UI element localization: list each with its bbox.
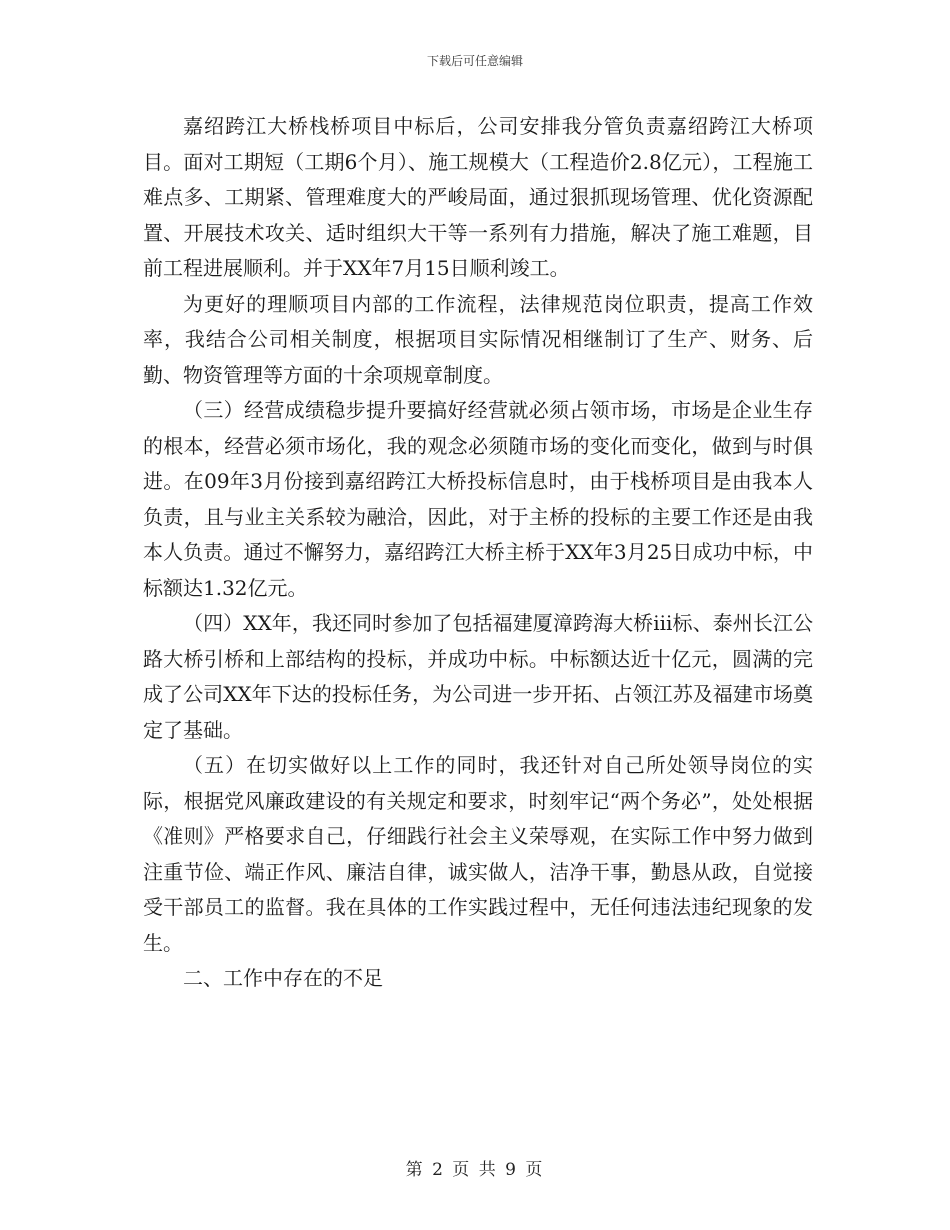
document-body [143,109,813,997]
page-number-footer: 第 2 页 共 9 页 [405,1160,545,1180]
paragraph-integrity: （五）在切实做好以上工作的同时，我还针对自己所处领导岗位的实际，根据党风廉政建设的有关规定和要求，时刻牢记“两个务必”，处处根据《准则》严格要求自己，仔细践行社会主义荣辱观，在实际工作中努力做到注重节俭、端正作风、廉洁自律，诚实做人，洁净干事，勤恳从政，自觉接受干部员工的监督。我在具体的工作实践过程中，无任何违法违纪现象的发生。 [143,753,813,955]
paragraph-bidding-tasks: （四）XX年，我还同时参加了包括福建厦漳跨海大桥iii标、泰州长江公路大桥引桥和上部结构的投标，并成功中标。中标额达近十亿元，圆满的完成了公司XX年下达的投标任务，为公司进一步开拓、占领江苏及福建市场奠定了基础。 [143,611,813,742]
page-header-note: 下载后可任意编辑 [426,54,523,68]
paragraph-business-results: （三）经营成绩稳步提升要搞好经营就必须占领市场，市场是企业生存的根本，经营必须市场化，我的观念必须随市场的变化而变化，做到与时俱进。在09年3月份接到嘉绍跨江大桥投标信息时，由于栈桥项目是由我本人负责，且与业主关系较为融洽，因此，对于主桥的投标的主要工作还是由我本人负责。通过不懈努力，嘉绍跨江大桥主桥于XX年3月25日成功中标，中标额达1.32亿元。 [143,398,813,600]
paragraph-regulations: 为更好的理顺项目内部的工作流程，法律规范岗位职责，提高工作效率，我结合公司相关制度，根据项目实际情况相继制订了生产、财务、后勤、物资管理等方面的十余项规章制度。 [143,291,813,387]
section-heading-shortcomings: 二、工作中存在的不足 [183,966,383,990]
paragraph-project-completion: 嘉绍跨江大桥栈桥项目中标后，公司安排我分管负责嘉绍跨江大桥项目。面对工期短（工期6个月）、施工规模大（工程造价2.8亿元），工程施工难点多、工期紧、管理难度大的严峻局面，通过狠抓现场管理、优化资源配置、开展技术攻关、适时组织大干等一系列有力措施，解决了施工难题，目前工程进展顺利。并于XX年7月15日顺利竣工。 [143,114,813,280]
